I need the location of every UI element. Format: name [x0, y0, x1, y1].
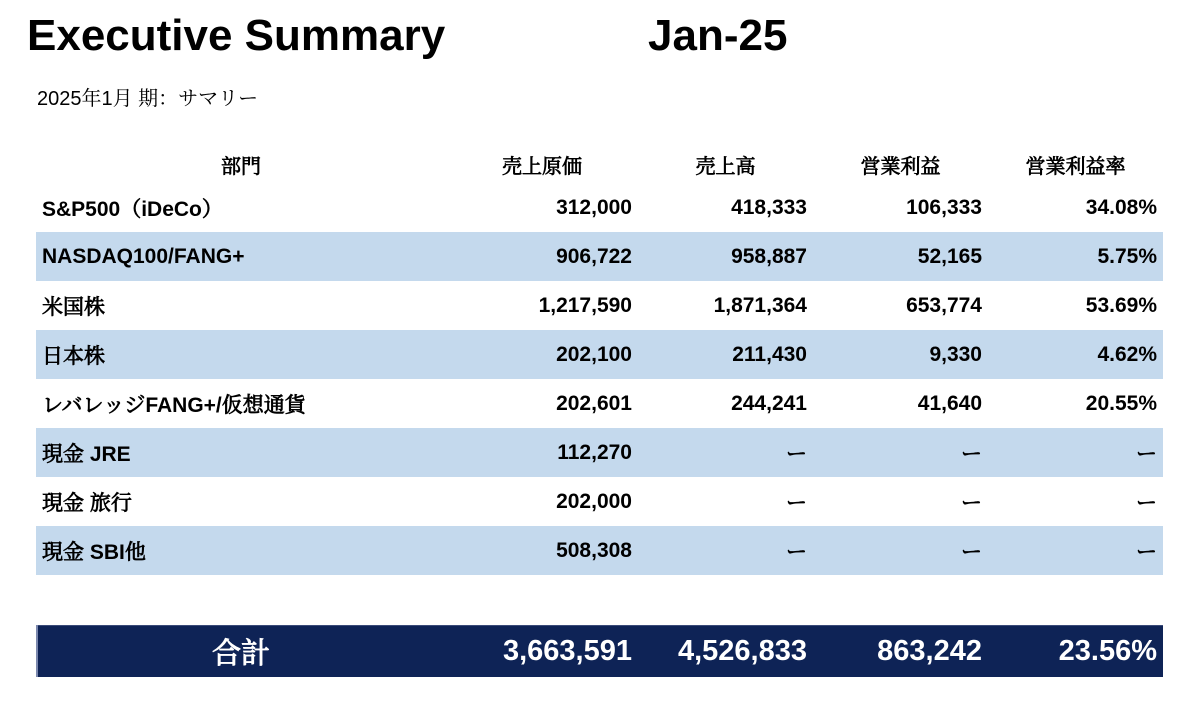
cell-cost: 312,000: [556, 195, 632, 219]
total-label: 合計: [211, 637, 270, 670]
cell-margin: ー: [1136, 540, 1157, 564]
period-label: Jan-25: [648, 11, 788, 60]
cell-profit: 106,333: [906, 195, 982, 219]
cell-department: NASDAQ100/FANG+: [42, 244, 245, 268]
cell-cost: 202,100: [556, 342, 632, 366]
cell-revenue: ー: [786, 491, 807, 515]
cell-profit: ー: [961, 540, 982, 564]
cell-revenue: ー: [786, 540, 807, 564]
cell-profit: ー: [961, 491, 982, 515]
cell-revenue: ー: [786, 442, 807, 466]
table-header-row: [36, 145, 1163, 183]
cell-margin: ー: [1136, 491, 1157, 515]
table-row: [36, 281, 1163, 330]
cell-department: 現金 JRE: [42, 442, 131, 466]
cell-revenue: 958,887: [731, 244, 807, 268]
page-title: Executive Summary: [27, 11, 446, 60]
cell-department: 日本株: [42, 344, 105, 368]
table-row: [36, 477, 1163, 526]
col-header-margin: 営業利益率: [1025, 155, 1126, 178]
table-row: [36, 330, 1163, 379]
total-cell-cost: 3,663,591: [502, 634, 632, 667]
cell-department: 米国株: [42, 295, 105, 319]
cell-profit: 653,774: [906, 293, 982, 317]
cell-cost: 112,270: [557, 440, 632, 464]
cell-profit: ー: [961, 442, 982, 466]
cell-margin: 20.55%: [1085, 391, 1157, 415]
table-row: [36, 232, 1163, 281]
table-row: [36, 428, 1163, 477]
cell-cost: 202,000: [556, 489, 632, 513]
col-header-department: 部門: [221, 155, 261, 178]
cell-revenue: 418,333: [731, 195, 807, 219]
total-cell-revenue: 4,526,833: [677, 634, 807, 667]
cell-margin: ー: [1136, 442, 1157, 466]
cell-margin: 53.69%: [1085, 293, 1157, 317]
cell-profit: 9,330: [929, 342, 982, 366]
summary-table: [36, 145, 1163, 677]
total-row: [36, 625, 1163, 677]
total-cell-margin: 23.56%: [1058, 634, 1157, 667]
cell-department: S&P500（iDeCo）: [42, 197, 223, 221]
table-row: [36, 526, 1163, 575]
table-row: [36, 379, 1163, 428]
col-header-profit: 営業利益: [860, 155, 941, 178]
col-header-revenue: 売上高: [695, 155, 756, 178]
cell-margin: 5.75%: [1097, 244, 1157, 268]
total-cell-profit: 863,242: [877, 634, 982, 667]
cell-revenue: 244,241: [731, 391, 807, 415]
cell-cost: 1,217,590: [538, 293, 632, 317]
cell-department: レバレッジFANG+/仮想通貨: [42, 393, 306, 417]
cell-department: 現金 旅行: [42, 491, 132, 515]
cell-department: 現金 SBI他: [42, 540, 146, 564]
cell-profit: 41,640: [917, 391, 982, 415]
cell-profit: 52,165: [917, 244, 982, 268]
cell-revenue: 1,871,364: [713, 293, 807, 317]
col-header-cost: 売上原価: [502, 155, 582, 178]
cell-cost: 508,308: [556, 538, 632, 562]
page-subtitle: 2025年1月 期：サマリー: [37, 88, 259, 110]
cell-cost: 202,601: [556, 391, 632, 415]
cell-cost: 906,722: [556, 244, 632, 268]
cell-margin: 34.08%: [1085, 195, 1157, 219]
cell-margin: 4.62%: [1097, 342, 1157, 366]
table-row: [36, 183, 1163, 232]
cell-revenue: 211,430: [732, 342, 807, 366]
